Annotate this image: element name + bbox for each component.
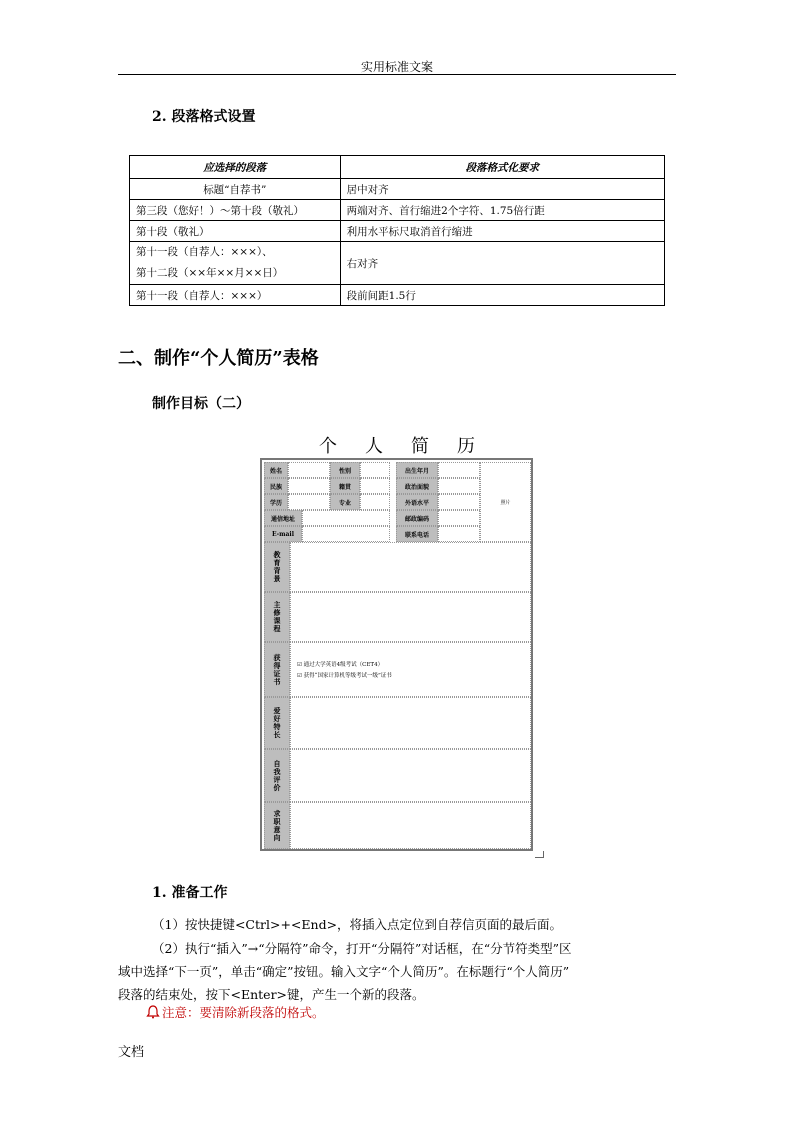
section-label: 主修课程 [264,592,290,642]
table-cell: 段前间距1.5行 [340,285,664,306]
section-heading: 2. 段落格式设置 [152,109,256,125]
resume-title: 个人简历 [319,436,503,457]
photo-cell: 照片 [480,462,531,542]
table-row [130,242,665,285]
section-content [290,542,531,592]
label-degree: 学历 [264,494,288,510]
table-cell: 第十一段（自荐人：×××） [130,285,341,306]
table-row [130,200,665,221]
value-cell [438,478,480,494]
value-cell [360,478,390,494]
label-politics: 政治面貌 [396,478,438,494]
label-major: 专业 [330,494,360,510]
label-foreign: 外语水平 [396,494,438,510]
value-cell [302,510,390,526]
format-table [129,155,665,306]
table-row [130,221,665,242]
table-row [130,285,665,306]
page-footer: 文档 [118,1045,145,1060]
table-cell: 标题“自荐书” [130,179,341,200]
value-cell [360,494,390,510]
section-content [290,802,531,849]
value-cell [438,462,480,478]
table-header-cell: 段落格式化要求 [340,156,664,179]
table-cell [130,242,341,285]
label-phone: 联系电话 [396,526,438,542]
chapter-heading: 二、制作“个人简历”表格 [118,348,319,369]
section-content [290,697,531,749]
value-cell [302,526,390,542]
section-label: 爱好特长 [264,697,290,749]
note-text: 注意：要清除新段落的格式。 [162,1005,325,1020]
section-label: 教育背景 [264,542,290,592]
table-row [130,179,665,200]
value-cell [288,494,330,510]
value-cell [438,510,480,526]
label-postcode: 邮政编码 [396,510,438,526]
section-label: 自我评价 [264,749,290,802]
label-origin: 籍贯 [330,478,360,494]
paragraph-line: 域中选择“下一页”，单击“确定”按钮。输入文字“个人简历”。在标题行“个人简历” [118,964,570,979]
label-name: 姓名 [264,462,288,478]
label-nation: 民族 [264,478,288,494]
paragraph-line: （1）按快捷键<Ctrl>+<End>，将插入点定位到自荐信页面的最后面。 [152,917,563,932]
value-cell [360,462,390,478]
table-cell: 两端对齐、首行缩进2个字符、1.75倍行距 [340,200,664,221]
resume-form-image [260,458,533,851]
section-content [290,642,531,697]
section-content [290,749,531,802]
table-cell: 利用水平标尺取消首行缩进 [340,221,664,242]
value-cell [288,462,330,478]
label-address: 通信地址 [264,510,302,526]
cert-line: ☑ 通过大学英语4级考试（CET4） [297,662,384,668]
section-label: 获得证书 [264,642,290,697]
note [146,1003,325,1021]
table-cell-line: 第十二段（××年××月××日） [136,267,284,279]
label-email: E-mail [264,526,302,542]
alert-icon [146,1005,160,1019]
table-cell: 第十段（敬礼） [130,221,341,242]
table-cell: 右对齐 [340,242,664,285]
page-corner-mark [535,851,544,858]
paragraph-line: （2）执行“插入”→“分隔符”命令，打开“分隔符”对话框，在“分节符类型”区 [152,941,572,956]
header-rule [118,74,676,75]
page-header: 实用标准文案 [360,60,433,74]
section-content [290,592,531,642]
table-header-cell: 应选择的段落 [130,156,341,179]
table-cell: 第三段（您好！）～第十段（敬礼） [130,200,341,221]
label-birth: 出生年月 [396,462,438,478]
table-cell: 居中对齐 [340,179,664,200]
step-heading: 1. 准备工作 [152,885,228,901]
table-cell-line: 第十一段（自荐人：×××）、 [136,246,273,258]
value-cell [288,478,330,494]
label-gender: 性别 [330,462,360,478]
paragraph-line: 段落的结束处，按下<Enter>键，产生一个新的段落。 [118,987,425,1002]
value-cell [438,526,480,542]
value-cell [438,494,480,510]
section-label: 求职意向 [264,802,290,849]
table-header-row [130,156,665,179]
goal-heading: 制作目标（二） [152,396,250,412]
cert-line: ☑ 获得“国家计算机等级考试一级”证书 [297,673,392,679]
